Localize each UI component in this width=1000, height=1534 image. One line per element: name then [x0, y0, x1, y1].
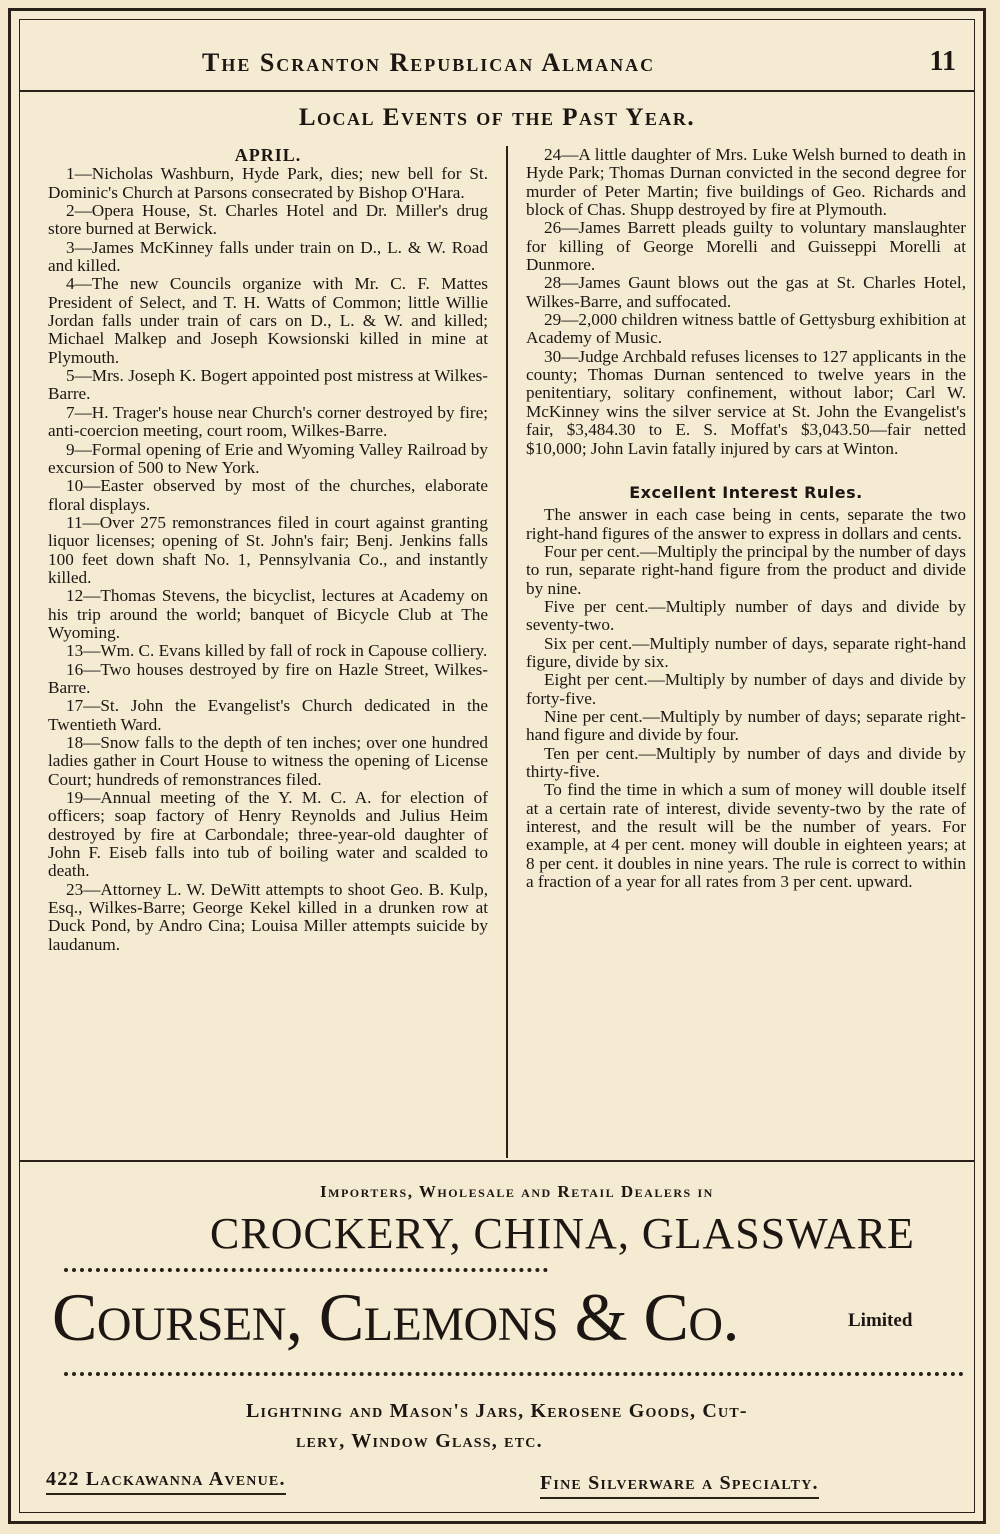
- almanac-page: [8, 8, 986, 1524]
- interest-rule: Five per cent.—Multiply number of days and divide by seventy-two.: [526, 596, 966, 635]
- event-entry: 10—Easter observed by most of the churches, elaborate floral displays.: [48, 476, 488, 514]
- interest-rule: Ten per cent.—Multiply by number of days and divide by thirty-five.: [526, 743, 966, 781]
- advertisement-separator: [20, 1160, 974, 1162]
- events-left-column: [48, 146, 488, 954]
- event-entry: 26—James Barrett pleads guilty to voluntary manslaughter for killing of George Morelli and Guisseppi Morelli at Dunmore.: [526, 218, 966, 275]
- ad-dealers-line: Importers, Wholesale and Retail Dealers in: [320, 1182, 714, 1201]
- interest-rule: To find the time in which a sum of money will double itself at a certain rate of interest, divide seventy-two by the rate of interest, and the result will be the number of years. For example, at 4 per cent. money will double in eighteen years; at 8 per cent. it doubles in nine years. The rule is correct to within a fraction of a year for all rates from 3 per cent. upward.: [526, 780, 966, 892]
- event-entry: 23—Attorney L. W. DeWitt attempts to shoot Geo. B. Kulp, Esq., Wilkes-Barre; George Kekel killed in a drunken row at Duck Pond, by Andro Cina; Louisa Miller attempts suicide by laudanum.: [48, 879, 488, 954]
- event-entry: 4—The new Councils organize with Mr. C. F. Mattes President of Select, and T. H. Watts of Common; little Willie Jordan falls under train of cars on D., L. & W. and killed; Michael Malkep and Joseph Kowsionski killed in mine at Plymouth.: [48, 274, 488, 367]
- interest-rules-title: Excellent Interest Rules.: [629, 482, 863, 502]
- page-number: 11: [929, 46, 956, 77]
- event-entry: 17—St. John the Evangelist's Church dedicated in the Twentieth Ward.: [48, 696, 488, 734]
- ad-products-line: CROCKERY, CHINA, GLASSWARE: [210, 1209, 915, 1258]
- almanac-title: The Scranton Republican Almanac: [202, 48, 656, 77]
- event-entry: 1—Nicholas Washburn, Hyde Park, dies; new bell for St. Dominic's Church at Parsons consecrated by Bishop O'Hara.: [48, 164, 488, 202]
- event-entry: 12—Thomas Stevens, the bicyclist, lectures at Academy on his trip around the world; banquet of Bicycle Club at The Wyoming.: [48, 586, 488, 642]
- events-right-column: [526, 146, 966, 891]
- interest-rule: Six per cent.—Multiply number of days, separate right-hand figure, divide by six.: [526, 633, 966, 671]
- event-entry: 13—Wm. C. Evans killed by fall of rock in Capouse colliery.: [66, 641, 488, 661]
- event-entry: 24—A little daughter of Mrs. Luke Welsh burned to death in Hyde Park; Thomas Durnan convicted in the second degree for murder of Peter Martin; five buildings of Geo. Richards and block of Chas. Shupp destroyed by fire at Plymouth.: [526, 145, 966, 220]
- page-frame: [19, 19, 975, 1513]
- event-entry: 19—Annual meeting of the Y. M. C. A. for election of officers; soap factory of Henry Reynolds and Julius Heim destroyed by fire at Carbondale; three-year-old daughter of John F. Eiseb falls into tub of boiling water and scalded to death.: [48, 788, 488, 881]
- event-entry: 7—H. Trager's house near Church's corner destroyed by fire; anti-coercion meeting, court room, Wilkes-Barre.: [48, 402, 488, 441]
- dotted-rule: [64, 1372, 964, 1376]
- interest-rule: Four per cent.—Multiply the principal by the number of days to run, separate right-hand figure from the product and divide by nine.: [526, 541, 966, 598]
- page-header: [20, 20, 974, 92]
- ad-specialty: Fine Silverware a Specialty.: [540, 1472, 819, 1499]
- ad-goods-line: Lightning and Mason's Jars, Kerosene Goods, Cut-: [246, 1400, 748, 1422]
- ad-company-name: Coursen, Clemons & Co.: [52, 1279, 739, 1355]
- event-entry: 2—Opera House, St. Charles Hotel and Dr. Miller's drug store burned at Berwick.: [48, 201, 488, 239]
- ad-goods-list: [246, 1396, 966, 1456]
- ad-goods-line: lery, Window Glass, etc.: [296, 1430, 543, 1452]
- event-entry: 3—James McKinney falls under train on D., L. & W. Road and killed.: [48, 237, 488, 276]
- event-entry: 5—Mrs. Joseph K. Bogert appointed post mistress at Wilkes-Barre.: [48, 366, 488, 404]
- interest-rule: Nine per cent.—Multiply by number of days; separate right-hand figure and divide by four.: [526, 706, 966, 745]
- event-entry: 16—Two houses destroyed by fire on Hazle Street, Wilkes-Barre.: [48, 659, 488, 697]
- ad-address: 422 Lackawanna Avenue.: [46, 1468, 286, 1495]
- event-entry: 29—2,000 children witness battle of Gettysburg exhibition at Academy of Music.: [526, 310, 966, 348]
- ad-limited-label: Limited: [848, 1310, 913, 1331]
- event-entry: 30—Judge Archbald refuses licenses to 127 applicants in the county; Thomas Durnan sentenced to twelve years in the penitentiary, solitary confinement, without labor; Carl W. McKinney wins the silver service at St. John the Evangelist's fair, $3,484.30 to E. S. Moffat's $3,043.50—fair netted $10,000; John Lavin fatally injured by cars at Winton.: [526, 346, 966, 458]
- event-entry: 28—James Gaunt blows out the gas at St. Charles Hotel, Wilkes-Barre, and suffocated.: [526, 273, 966, 311]
- interest-rule: The answer in each case being in cents, separate the two right-hand figures of the answer to express in dollars and cents.: [526, 505, 966, 543]
- event-entry: 9—Formal opening of Erie and Wyoming Valley Railroad by excursion of 500 to New York.: [48, 439, 488, 477]
- event-entry: 11—Over 275 remonstrances filed in court against granting liquor licenses; opening of St. John's fair; Benj. Jenkins falls 100 feet down shaft No. 1, Pennsylvania Co., and instantly killed.: [48, 512, 488, 587]
- month-heading: APRIL.: [234, 145, 302, 165]
- interest-rule: Eight per cent.—Multiply by number of days and divide by forty-five.: [526, 670, 966, 708]
- column-divider: [506, 146, 508, 1158]
- section-title: Local Events of the Past Year.: [298, 104, 696, 131]
- event-entry: 18—Snow falls to the depth of ten inches; over one hundred ladies gather in Court House to witness the opening of License Court; hundreds of remonstrances filed.: [48, 733, 488, 789]
- dotted-rule: [64, 1268, 548, 1272]
